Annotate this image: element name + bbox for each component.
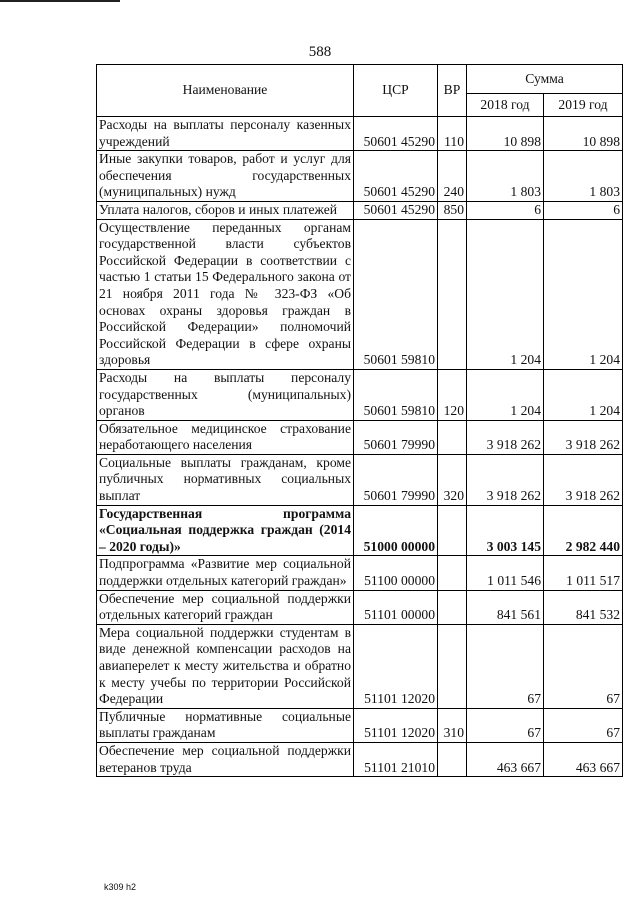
row-sum-2019: 1 204 [544, 219, 623, 369]
page-number: 588 [308, 44, 332, 60]
row-vr: 850 [438, 201, 467, 219]
table-row [97, 505, 623, 556]
row-name: Социальные выплаты гражданам, кроме публичных нормативных социальных выплат [97, 454, 354, 505]
row-sum-2018: 841 561 [467, 590, 544, 624]
row-csr: 51000 00000 [354, 505, 438, 556]
table-row [97, 219, 623, 369]
row-csr: 51100 00000 [354, 556, 438, 590]
budget-table [96, 64, 623, 777]
row-name: Уплата налогов, сборов и иных платежей [97, 201, 354, 219]
row-sum-2019: 463 667 [544, 742, 623, 776]
row-sum-2018: 67 [467, 624, 544, 708]
row-sum-2019: 6 [544, 201, 623, 219]
row-csr: 51101 00000 [354, 590, 438, 624]
row-name: Расходы на выплаты персоналу казенных учреждений [97, 117, 354, 151]
row-csr: 50601 79990 [354, 420, 438, 454]
row-vr: 120 [438, 369, 467, 420]
table-row [97, 590, 623, 624]
row-vr [438, 420, 467, 454]
row-sum-2018: 3 918 262 [467, 420, 544, 454]
row-csr: 50601 59810 [354, 369, 438, 420]
row-csr: 50601 45290 [354, 151, 438, 202]
row-vr: 240 [438, 151, 467, 202]
row-sum-2019: 3 918 262 [544, 454, 623, 505]
row-sum-2019: 10 898 [544, 117, 623, 151]
row-vr [438, 219, 467, 369]
table-body [97, 117, 623, 777]
row-vr: 310 [438, 708, 467, 742]
footer-code: k309 h2 [104, 882, 137, 892]
header-csr: ЦСР [354, 65, 438, 117]
row-vr [438, 505, 467, 556]
row-csr: 50601 45290 [354, 117, 438, 151]
row-vr [438, 590, 467, 624]
table-row [97, 742, 623, 776]
row-sum-2018: 1 204 [467, 219, 544, 369]
row-csr: 51101 21010 [354, 742, 438, 776]
header-row [97, 65, 623, 94]
header-name: Наименование [97, 65, 354, 117]
table-row [97, 454, 623, 505]
header-sum: Сумма [467, 65, 623, 94]
scan-edge-line [0, 0, 120, 2]
row-name: Мера социальной поддержки студентам в виде денежной компенсации расходов на авиаперелет к месту жительства и обратно к месту учебы по территории Российской Федерации [97, 624, 354, 708]
row-vr: 110 [438, 117, 467, 151]
row-sum-2018: 463 667 [467, 742, 544, 776]
table-row [97, 420, 623, 454]
row-name: Обязательное медицинское страхование неработающего населения [97, 420, 354, 454]
row-csr: 50601 59810 [354, 219, 438, 369]
row-sum-2019: 2 982 440 [544, 505, 623, 556]
header-year-2019: 2019 год [544, 94, 623, 117]
row-sum-2019: 1 204 [544, 369, 623, 420]
table-row [97, 556, 623, 590]
row-name: Подпрограмма «Развитие мер социальной поддержки отдельных категорий граждан» [97, 556, 354, 590]
row-name: Государственная программа «Социальная поддержка граждан (2014 – 2020 годы)» [97, 505, 354, 556]
table-row [97, 151, 623, 202]
row-sum-2018: 6 [467, 201, 544, 219]
row-vr [438, 556, 467, 590]
row-csr: 51101 12020 [354, 624, 438, 708]
row-sum-2018: 3 918 262 [467, 454, 544, 505]
row-name: Обеспечение мер социальной поддержки отдельных категорий граждан [97, 590, 354, 624]
header-year-2018: 2018 год [467, 94, 544, 117]
row-csr: 50601 45290 [354, 201, 438, 219]
row-sum-2019: 67 [544, 624, 623, 708]
row-vr: 320 [438, 454, 467, 505]
header-vr: ВР [438, 65, 467, 117]
table-row [97, 624, 623, 708]
row-name: Иные закупки товаров, работ и услуг для обеспечения государственных (муниципальных) нужд [97, 151, 354, 202]
row-sum-2018: 1 803 [467, 151, 544, 202]
row-sum-2019: 1 011 517 [544, 556, 623, 590]
row-sum-2019: 67 [544, 708, 623, 742]
row-csr: 50601 79990 [354, 454, 438, 505]
table-row [97, 201, 623, 219]
row-sum-2019: 841 532 [544, 590, 623, 624]
row-sum-2018: 10 898 [467, 117, 544, 151]
row-sum-2018: 67 [467, 708, 544, 742]
table-row [97, 117, 623, 151]
row-name: Осуществление переданных органам государственной власти субъектов Российской Федерации в соответствии с частью 1 статьи 15 Федерального закона от 21 ноября 2011 года № 323-ФЗ «Об основах охраны здоровья граждан в Российской Федерации» полномочий Российской Федерации в сфере охраны здоровья [97, 219, 354, 369]
row-name: Обеспечение мер социальной поддержки ветеранов труда [97, 742, 354, 776]
row-csr: 51101 12020 [354, 708, 438, 742]
row-sum-2018: 1 204 [467, 369, 544, 420]
row-sum-2019: 3 918 262 [544, 420, 623, 454]
table-row [97, 369, 623, 420]
row-sum-2018: 1 011 546 [467, 556, 544, 590]
row-name: Публичные нормативные социальные выплаты гражданам [97, 708, 354, 742]
row-vr [438, 742, 467, 776]
row-vr [438, 624, 467, 708]
row-sum-2018: 3 003 145 [467, 505, 544, 556]
row-name: Расходы на выплаты персоналу государственных (муниципальных) органов [97, 369, 354, 420]
row-sum-2019: 1 803 [544, 151, 623, 202]
table-row [97, 708, 623, 742]
